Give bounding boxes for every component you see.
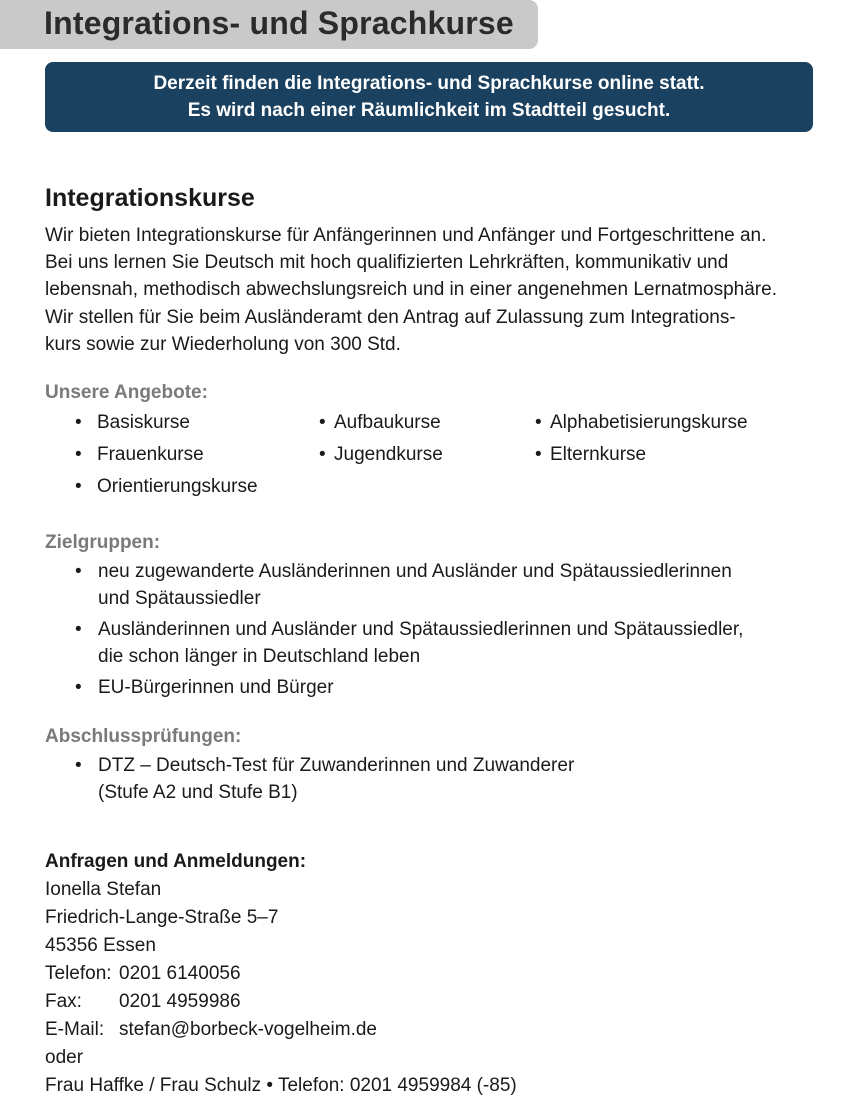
bullet-icon: • (75, 677, 82, 698)
fax-label: Fax: (45, 991, 82, 1012)
targets-list (75, 558, 835, 705)
contact-email-row (45, 1016, 517, 1044)
contact-phone-row (45, 960, 517, 988)
paragraph-line: lebensnah, methodisch abwechslungsreich und in einer angenehmen Lernatmosphäre. (45, 279, 777, 301)
bullet-icon: • (75, 444, 82, 465)
bullet-icon: • (75, 561, 82, 582)
contact-street: Friedrich-Lange-Straße 5–7 (45, 907, 279, 928)
bullet-icon: • (75, 476, 82, 497)
exams-label: Abschlussprüfungen: (45, 726, 242, 747)
contact-or: oder (45, 1047, 84, 1068)
contact-alt: Frau Haffke / Frau Schulz • Telefon: 0201 4959984 (-85) (45, 1075, 517, 1096)
bullet-icon: • (535, 444, 542, 465)
notice-banner (45, 62, 813, 132)
list-item: • EU-Bürgerinnen und Bürger (75, 674, 835, 701)
exams-list (75, 752, 835, 810)
contact-fax-row (45, 988, 517, 1016)
contact-name: Ionella Stefan (45, 879, 162, 900)
paragraph-line: Wir bieten Integrationskurse für Anfängerinnen und Anfänger und Fortgeschrittene an. (45, 225, 767, 246)
list-item: • Ausländerinnen und Ausländer und Spätaussiedlerinnen und Spätaussiedler, die schon länger in Deutschland leben (75, 616, 835, 670)
offers-label: Unsere Angebote: (45, 382, 208, 403)
list-item: • Aufbaukurse (319, 412, 441, 433)
notice-line-2: Es wird nach einer Räumlichkeit im Stadtteil gesucht. (187, 100, 671, 121)
list-item: • Elternkurse (535, 444, 647, 465)
bullet-icon: • (319, 444, 326, 465)
targets-label: Zielgruppen: (45, 532, 161, 553)
list-item: • neu zugewanderte Ausländerinnen und Ausländer und Spätaussiedlerinnen und Spätaussiedler (75, 558, 835, 612)
page-title: Integrations- und Sprachkurse (44, 5, 514, 41)
phone-label: Telefon: (45, 963, 112, 984)
paragraph-line: Bei uns lernen Sie Deutsch mit hoch qualifizierten Lehrkräften, kommunikativ und (45, 252, 729, 274)
bullet-icon: • (75, 619, 82, 640)
bullet-icon: • (75, 412, 82, 433)
phone-number: 0201 6140056 (119, 963, 241, 984)
list-item: • Jugendkurse (319, 444, 443, 465)
list-item: • Alphabetisierungskurse (535, 412, 748, 433)
paragraph-line: kurs sowie zur Wiederholung von 300 Std. (45, 333, 401, 355)
notice-line-1: Derzeit finden die Integrations- und Sprachkurse online statt. (153, 73, 705, 94)
bullet-icon: • (535, 412, 542, 433)
contact-block (45, 848, 517, 1100)
intro-paragraph (45, 222, 825, 358)
contact-city: 45356 Essen (45, 935, 156, 956)
list-item: • Basiskurse (75, 412, 190, 433)
email-address[interactable]: stefan@borbeck-vogelheim.de (119, 1019, 377, 1040)
paragraph-line: Wir stellen für Sie beim Ausländeramt den Antrag auf Zulassung zum Integrations- (45, 306, 736, 328)
bullet-icon: • (75, 755, 82, 776)
list-item: • Orientierungskurse (75, 476, 258, 497)
list-item: • Frauenkurse (75, 444, 204, 465)
bullet-icon: • (319, 412, 326, 433)
page-title-bar (0, 0, 538, 49)
email-label: E-Mail: (45, 1019, 105, 1040)
contact-heading: Anfragen und Anmeldungen: (45, 851, 307, 872)
fax-number: 0201 4959986 (119, 991, 241, 1012)
section-heading: Integrationskurse (45, 184, 255, 212)
list-item: • DTZ – Deutsch-Test für Zuwanderinnen und Zuwanderer (Stufe A2 und Stufe B1) (75, 752, 835, 806)
